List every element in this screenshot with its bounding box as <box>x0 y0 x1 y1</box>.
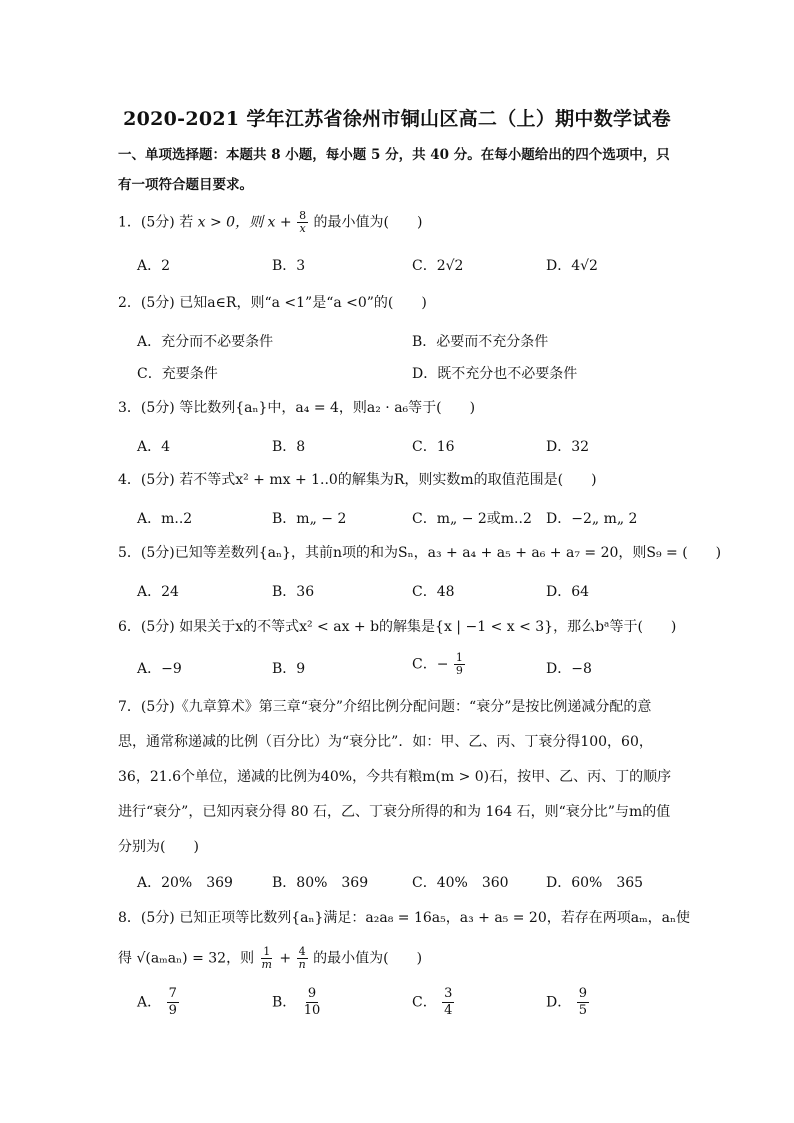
q1-frac-den: x <box>299 222 306 235</box>
q8-line2-tail: 的最小值为( ) <box>313 950 423 967</box>
q5-option-a: A．24 <box>137 584 179 600</box>
q3-option-a: A．4 <box>137 439 171 455</box>
q8-d-den: 5 <box>578 1003 587 1018</box>
q8-option-a <box>137 986 180 1019</box>
q2-option-c: C．充要条件 <box>137 366 218 382</box>
q5-option-b: B．36 <box>272 584 315 600</box>
q8-b-num: 9 <box>307 986 317 1001</box>
q1-frac-num: 8 <box>299 209 307 222</box>
question-7: 7．(5分)《九章算术》第三章“衰分”介绍比例分配问题：“衰分”是按比例递减分配的意思，通常称递减的比例（百分比）为“衰分比”．如：甲、乙、丙、丁衰分得100，60，36，21.6个单位，递减的比例为40%，今共有粮m(m > 0)石，按甲、乙、丙、丁的顺序进行“衰分”，已知丙衰分得 80 石，乙、丁衰分所得的和为 164 石，则“衰分比”与m的值分别为( ) <box>118 699 672 855</box>
q1-tail: 的最小值为( ) <box>313 214 423 231</box>
q2-option-b: B．必要而不充分条件 <box>412 334 549 350</box>
q8-fraction-2 <box>297 946 308 971</box>
q4-option-c: C．m„ − 2或m..2 <box>412 511 532 527</box>
q1-option-a: A．2 <box>137 258 171 274</box>
page-title: 2020-2021 学年江苏省徐州市铜山区高二（上）期中数学试卷 <box>123 108 671 130</box>
q8-plus: + <box>279 950 292 967</box>
q8-f2-den: n <box>298 958 306 971</box>
section-heading: 一、单项选择题：本题共 8 小题，每小题 5 分，共 40 分。在每小题给出的四个选项中，只有一项符合题目要求。 <box>118 147 670 193</box>
q8-f1-den: m <box>261 958 272 971</box>
q8-d-label: D． <box>546 994 572 1011</box>
q7-option-b: B．80% 369 <box>272 875 369 891</box>
q1-fraction <box>297 210 308 235</box>
q6-option-b: B．9 <box>272 661 306 677</box>
question-2: 2．(5分) 已知a∈R，则“a <1”是“a <0”的( ) <box>118 295 427 311</box>
q7-option-c: C．40% 360 <box>412 875 509 891</box>
q2-option-a: A．充分而不必要条件 <box>137 334 274 350</box>
question-3: 3．(5分) 等比数列{aₙ}中，a₄ = 4，则a₂ · a₆等于( ) <box>118 400 476 416</box>
q3-option-c: C．16 <box>412 439 455 455</box>
q8-b-fraction <box>302 986 323 1019</box>
q7-option-a: A．20% 369 <box>137 875 233 891</box>
q1-cond: x > 0，则 <box>197 214 264 231</box>
q8-f1-num: 1 <box>263 945 271 958</box>
q8-a-fraction <box>167 986 179 1019</box>
q8-option-b <box>272 986 323 1019</box>
q6-option-c-prefix: C．− <box>412 656 449 673</box>
q8-f2-num: 4 <box>298 945 306 958</box>
question-6: 6．(5分) 如果关于x的不等式x² < ax + b的解集是{x | −1 < x < 3}，那么bᵃ等于( ) <box>118 619 677 635</box>
q6-option-c <box>412 652 466 677</box>
q1-expr: x + <box>267 214 292 231</box>
q1-prefix: 1．(5分) 若 <box>118 214 194 231</box>
q5-option-c: C．48 <box>412 584 455 600</box>
question-5: 5．(5分)已知等差数列{aₙ}，其前n项的和为Sₙ，a₃ + a₄ + a₅ + a₆ + a₇ = 20，则S₉ = ( ) <box>118 545 722 561</box>
q8-option-d <box>546 986 590 1019</box>
q8-d-num: 9 <box>578 986 587 1001</box>
q3-option-d: D．32 <box>546 439 590 455</box>
question-8-line-2 <box>118 946 683 971</box>
q4-option-a: A．m..2 <box>137 511 193 527</box>
q8-b-label: B． <box>272 994 297 1011</box>
q1-option-d: D．4√2 <box>546 258 598 274</box>
q4-option-b: B．m„ − 2 <box>272 511 347 527</box>
q8-c-num: 3 <box>444 986 453 1001</box>
q2-option-d: D．既不充分也不必要条件 <box>412 366 578 382</box>
q8-c-den: 4 <box>444 1003 453 1018</box>
q6-option-d: D．−8 <box>546 661 592 677</box>
q6-option-c-fraction <box>454 652 465 677</box>
q6-option-a: A．−9 <box>137 661 182 677</box>
q8-c-fraction <box>442 986 454 1019</box>
q8-c-label: C． <box>412 994 437 1011</box>
q4-option-d: D．−2„ m„ 2 <box>546 511 638 527</box>
q8-fraction-1 <box>260 946 274 971</box>
q8-a-den: 9 <box>168 1003 177 1018</box>
q1-option-c: C．2√2 <box>412 258 464 274</box>
question-8-line-1: 8．(5分) 已知正项等比数列{aₙ}满足：a₂a₈ = 16a₅，a₃ + a₅ = 20，若存在两项aₘ，aₙ使 <box>118 910 691 926</box>
q5-option-d: D．64 <box>546 584 590 600</box>
q8-a-num: 7 <box>168 986 177 1001</box>
q8-d-fraction <box>577 986 589 1019</box>
q8-b-den: 10 <box>303 1003 321 1018</box>
q8-option-c <box>412 986 455 1019</box>
q1-option-b: B．3 <box>272 258 306 274</box>
question-1 <box>118 210 683 235</box>
q7-option-d: D．60% 365 <box>546 875 644 891</box>
q8-line2-prefix: 得 √(aₘaₙ) = 32，则 <box>118 950 255 967</box>
q6-c-num: 1 <box>455 651 463 664</box>
q3-option-b: B．8 <box>272 439 306 455</box>
q6-c-den: 9 <box>455 664 463 677</box>
q8-a-label: A． <box>137 994 162 1011</box>
question-4: 4．(5分) 若不等式x² + mx + 1..0的解集为R，则实数m的取值范围是( ) <box>118 472 597 488</box>
